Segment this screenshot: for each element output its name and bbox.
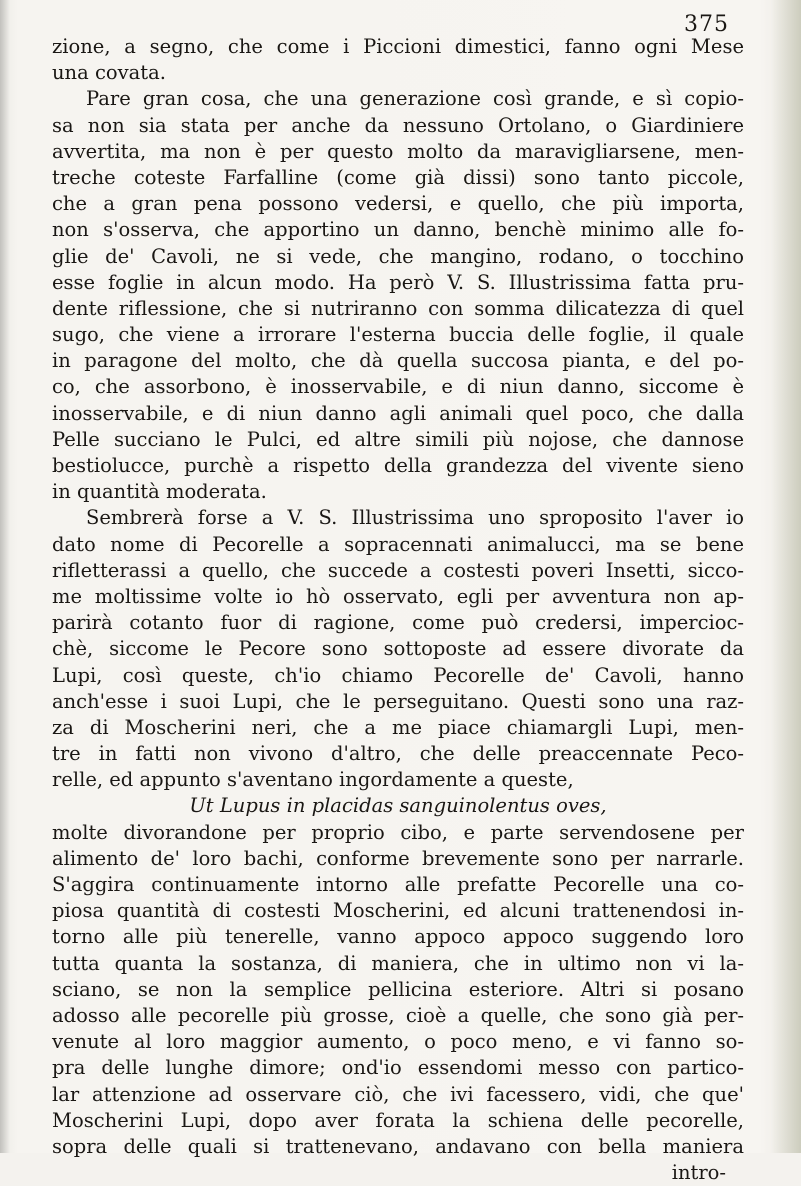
text-line: sugo, che viene a irrorare l'esterna buccia delle foglie, il quale <box>52 323 744 347</box>
text-line: Pelle succiano le Pulci, ed altre simili più nojose, che dannose <box>52 427 744 451</box>
text-line: lar attenzione ad osservare ciò, che ivi facessero, vidi, che que' <box>52 1082 744 1106</box>
text-line: adosso alle pecorelle più grosse, cioè a quelle, che sono già per- <box>52 1003 744 1027</box>
text-line: Lupi, così queste, ch'io chiamo Pecorelle de' Cavoli, hanno <box>52 663 744 687</box>
text-line: inosservabile, e di niun danno agli animali quel poco, che dalla <box>52 401 744 425</box>
text-line: Pare gran cosa, che una generazione così grande, e sì copio- <box>86 87 744 111</box>
text-line: avvertita, ma non è per questo molto da maravigliarsene, men- <box>52 139 744 163</box>
text-line: treche coteste Farfalline (come già dissi) sono tanto piccole, <box>52 165 744 189</box>
text-line: sa non sia stata per anche da nessuno Ortolano, o Giardiniere <box>52 113 744 137</box>
text-line: glie de' Cavoli, ne si vede, che mangino, rodano, o tocchino <box>52 244 744 268</box>
text-line: dente riflessione, che si nutriranno con somma dilicatezza di quel <box>52 296 744 320</box>
text-line: sopra delle quali si trattenevano, andavano con bella maniera <box>52 1134 744 1158</box>
body-text <box>52 34 744 1186</box>
text-line: pra delle lunghe dimore; ond'io essendomi messo con partico- <box>52 1056 744 1080</box>
text-line: zione, a segno, che come i Piccioni dimestici, fanno ogni Mese <box>52 35 744 58</box>
text-line: co, che assorbono, è inosservabile, e di niun danno, siccome è <box>52 375 744 399</box>
text-line: sciano, se non la semplice pellicina esteriore. Altri si posano <box>52 977 744 1001</box>
text-line: tre in fatti non vivono d'altro, che delle preaccennate Peco- <box>52 742 744 766</box>
text-line: anch'esse i suoi Lupi, che le perseguitano. Questi sono una raz- <box>52 689 744 713</box>
text-line: dato nome di Pecorelle a sopracennati animalucci, ma se bene <box>52 532 744 556</box>
text-line: esse foglie in alcun modo. Ha però V. S. Illustrissima fatta pru- <box>52 270 744 294</box>
page-edge-stain <box>771 0 801 1153</box>
text-line: tutta quanta la sostanza, di maniera, che in ultimo non vi la- <box>52 951 744 975</box>
text-line: non s'osserva, che apportino un danno, benchè minimo alle fo- <box>52 218 744 242</box>
text-line: in paragone del molto, che dà quella succosa pianta, e del po- <box>52 349 744 373</box>
text-line: una covata. <box>52 61 166 85</box>
catchword: intro- <box>671 1161 726 1185</box>
text-line: bestiolucce, purchè a rispetto della grandezza del vivente sieno <box>52 454 744 477</box>
text-line: me moltissime volte io hò osservato, egli per avventura non ap- <box>52 584 744 608</box>
text-line: molte divorandone per proprio cibo, e parte servendosene per <box>52 820 744 844</box>
text-line: Moscherini Lupi, dopo aver forata la schiena delle pecorelle, <box>52 1108 744 1132</box>
text-line: chè, siccome le Pecore sono sottoposte ad essere divorate da <box>52 637 744 661</box>
text-line: Sembrerà forse a V. S. Illustrissima uno sproposito l'aver io <box>86 506 744 530</box>
text-line: S'aggira continuamente intorno alle prefatte Pecorelle una co- <box>52 873 744 896</box>
text-line: piosa quantità di costesti Moscherini, ed alcuni trattenendosi in- <box>52 899 744 923</box>
page-number: 375 <box>684 12 729 37</box>
text-line: parirà cotanto fuor di ragione, come può credersi, impercioc- <box>52 611 744 635</box>
text-line: relle, ed appunto s'aventano ingordamente a queste, <box>52 768 574 792</box>
quoted-verse: Ut Lupus in placidas sanguinolentus oves, <box>189 794 607 818</box>
text-line: rifletterassi a quello, che succede a costesti poveri Insetti, sicco- <box>52 558 744 582</box>
text-line: torno alle più tenerelle, vanno appoco appoco suggendo loro <box>52 925 744 949</box>
text-line: venute al loro maggior aumento, o poco meno, e vi fanno so- <box>52 1030 744 1054</box>
text-line: za di Moscherini neri, che a me piace chiamargli Lupi, men- <box>52 715 744 739</box>
text-line: che a gran pena possono vedersi, e quello, che più importa, <box>52 192 744 216</box>
text-line: alimento de' loro bachi, conforme brevemente sono per narrarle. <box>52 846 744 870</box>
text-line: in quantità moderata. <box>52 480 267 504</box>
binding-shadow <box>0 0 10 1153</box>
